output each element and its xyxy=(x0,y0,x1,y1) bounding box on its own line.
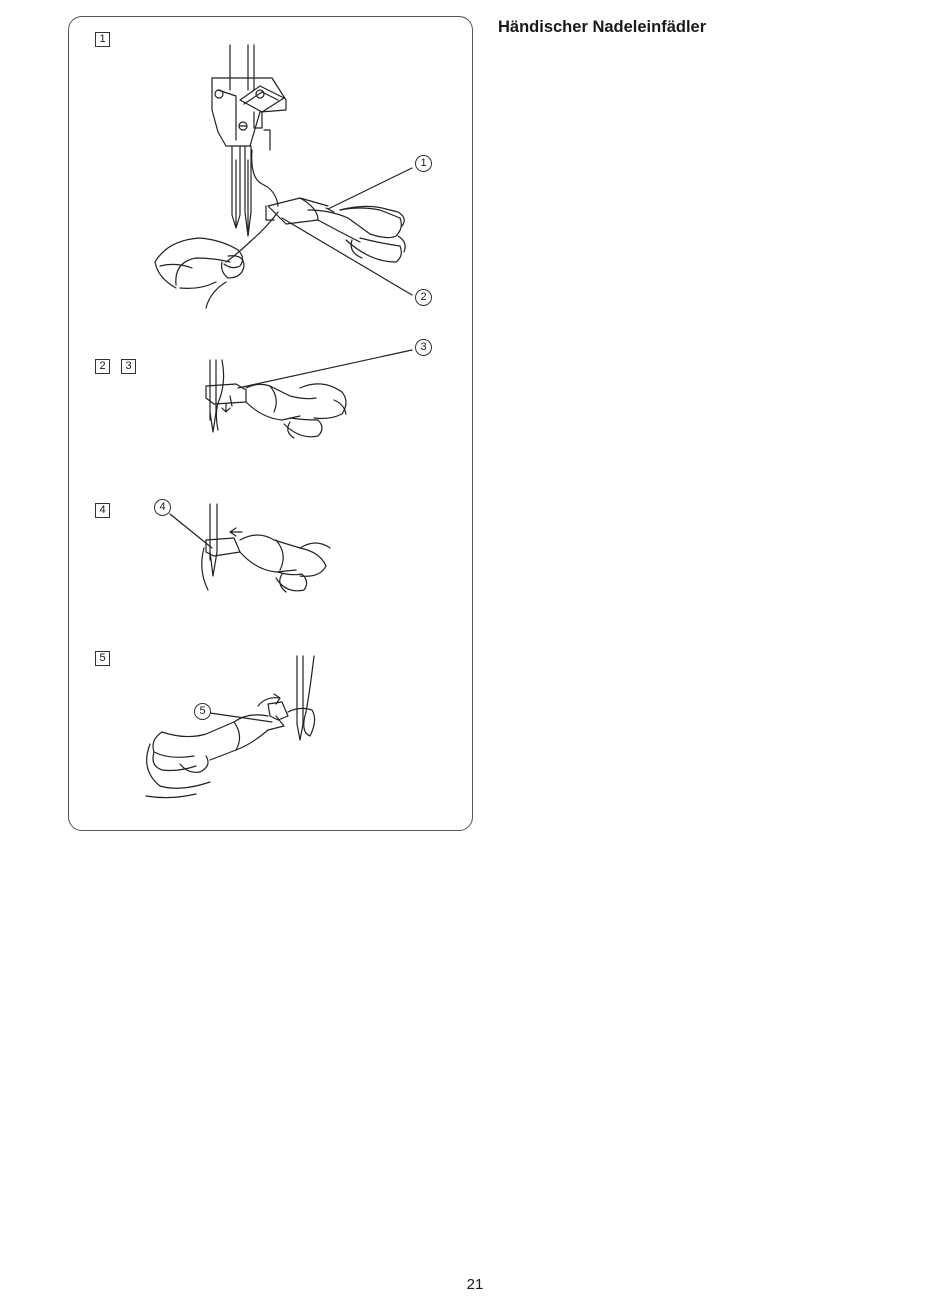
figure-1-drawing xyxy=(155,45,412,308)
callout-4: 4 xyxy=(154,499,171,516)
figure-step-1-label: 1 xyxy=(95,32,110,47)
figure-step-3-label: 3 xyxy=(121,359,136,374)
callout-5: 5 xyxy=(194,703,211,720)
callout-3: 3 xyxy=(415,339,432,356)
figure-step-5-label: 5 xyxy=(95,651,110,666)
callout-2: 2 xyxy=(415,289,432,306)
page-number: 21 xyxy=(466,1276,484,1293)
figure-23-drawing xyxy=(206,350,412,438)
figure-step-4-label: 4 xyxy=(95,503,110,518)
figure-step-2-label: 2 xyxy=(95,359,110,374)
callout-1: 1 xyxy=(415,155,432,172)
section-title: Händischer Nadeleinfädler xyxy=(498,18,707,36)
figure-4-drawing xyxy=(170,504,330,592)
figure-5-drawing xyxy=(146,656,315,798)
